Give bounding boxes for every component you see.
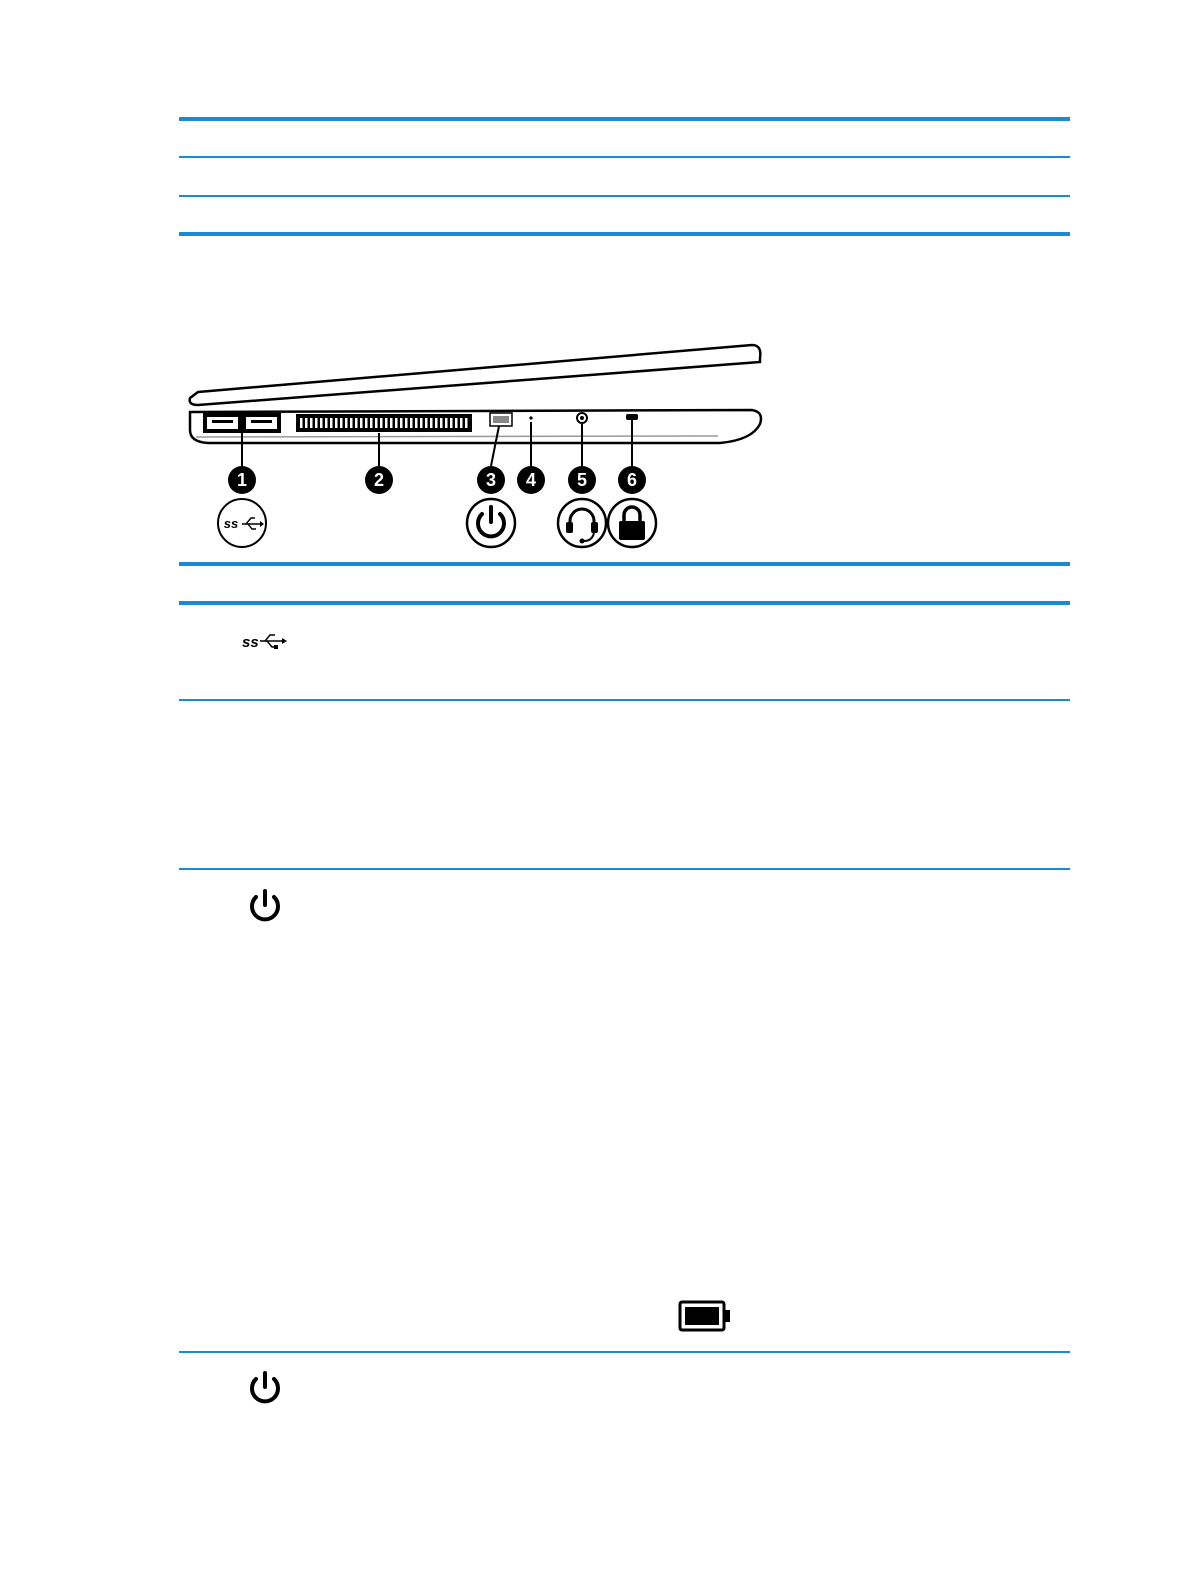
row-power-icon-2 bbox=[247, 1370, 283, 1406]
vent-slot bbox=[430, 418, 433, 428]
vent bbox=[296, 414, 472, 432]
vent-slot bbox=[435, 418, 438, 428]
vent-slot bbox=[465, 418, 468, 428]
vent-slot bbox=[440, 418, 443, 428]
vent-slot bbox=[455, 418, 458, 428]
component-table-header-rule bbox=[179, 562, 1070, 566]
vent-slot bbox=[405, 418, 408, 428]
lock-icon bbox=[608, 499, 656, 547]
headset-icon bbox=[558, 499, 606, 547]
vent-slot bbox=[360, 418, 363, 428]
component-table-header-bottom-rule bbox=[179, 601, 1070, 605]
vent-slot bbox=[340, 418, 343, 428]
callout-2-label: 2 bbox=[373, 470, 385, 490]
row-usb-superspeed-icon bbox=[241, 630, 289, 652]
vent-slot bbox=[400, 418, 403, 428]
row-power-icon bbox=[247, 888, 283, 924]
callout-6-label: 6 bbox=[626, 470, 638, 490]
vent-slot bbox=[415, 418, 418, 428]
vent-slot bbox=[370, 418, 373, 428]
vent-slot bbox=[335, 418, 338, 428]
vent-slot bbox=[425, 418, 428, 428]
vent-slot bbox=[310, 418, 313, 428]
power-light-dot bbox=[529, 416, 532, 419]
vent-slot bbox=[460, 418, 463, 428]
vent-slot bbox=[325, 418, 328, 428]
vent-slot bbox=[345, 418, 348, 428]
laptop-lid bbox=[190, 345, 761, 405]
lock-slot-shape bbox=[626, 414, 638, 420]
usb-superspeed-icon bbox=[218, 499, 266, 547]
power-icon bbox=[467, 499, 515, 547]
component-row-rule bbox=[179, 1351, 1070, 1353]
vent-slot bbox=[390, 418, 393, 428]
vent-slot bbox=[350, 418, 353, 428]
vent-slot bbox=[375, 418, 378, 428]
vent-slot bbox=[355, 418, 358, 428]
vent-slot bbox=[365, 418, 368, 428]
vent-slot bbox=[320, 418, 323, 428]
vent-slot bbox=[410, 418, 413, 428]
component-row-rule bbox=[179, 868, 1070, 870]
vent-slot bbox=[315, 418, 318, 428]
svg-text:ss: ss bbox=[242, 634, 259, 651]
callout-5-label: 5 bbox=[576, 470, 588, 490]
vent-slot bbox=[395, 418, 398, 428]
vent-slot bbox=[445, 418, 448, 428]
vent-slot bbox=[450, 418, 453, 428]
callout-3-label: 3 bbox=[485, 470, 497, 490]
vent-slot bbox=[305, 418, 308, 428]
callout-4-label: 4 bbox=[525, 470, 537, 490]
component-row-rule bbox=[179, 699, 1070, 701]
vent-slot bbox=[385, 418, 388, 428]
svg-text:ss: ss bbox=[223, 516, 239, 531]
vent-slot bbox=[420, 418, 423, 428]
callout-1-label: 1 bbox=[236, 470, 248, 490]
battery-icon bbox=[678, 1300, 732, 1332]
usb-ports bbox=[203, 413, 281, 433]
vent-slot bbox=[380, 418, 383, 428]
vent-slot bbox=[300, 418, 303, 428]
vent-slot bbox=[330, 418, 333, 428]
laptop-left-side-illustration bbox=[0, 0, 1189, 560]
